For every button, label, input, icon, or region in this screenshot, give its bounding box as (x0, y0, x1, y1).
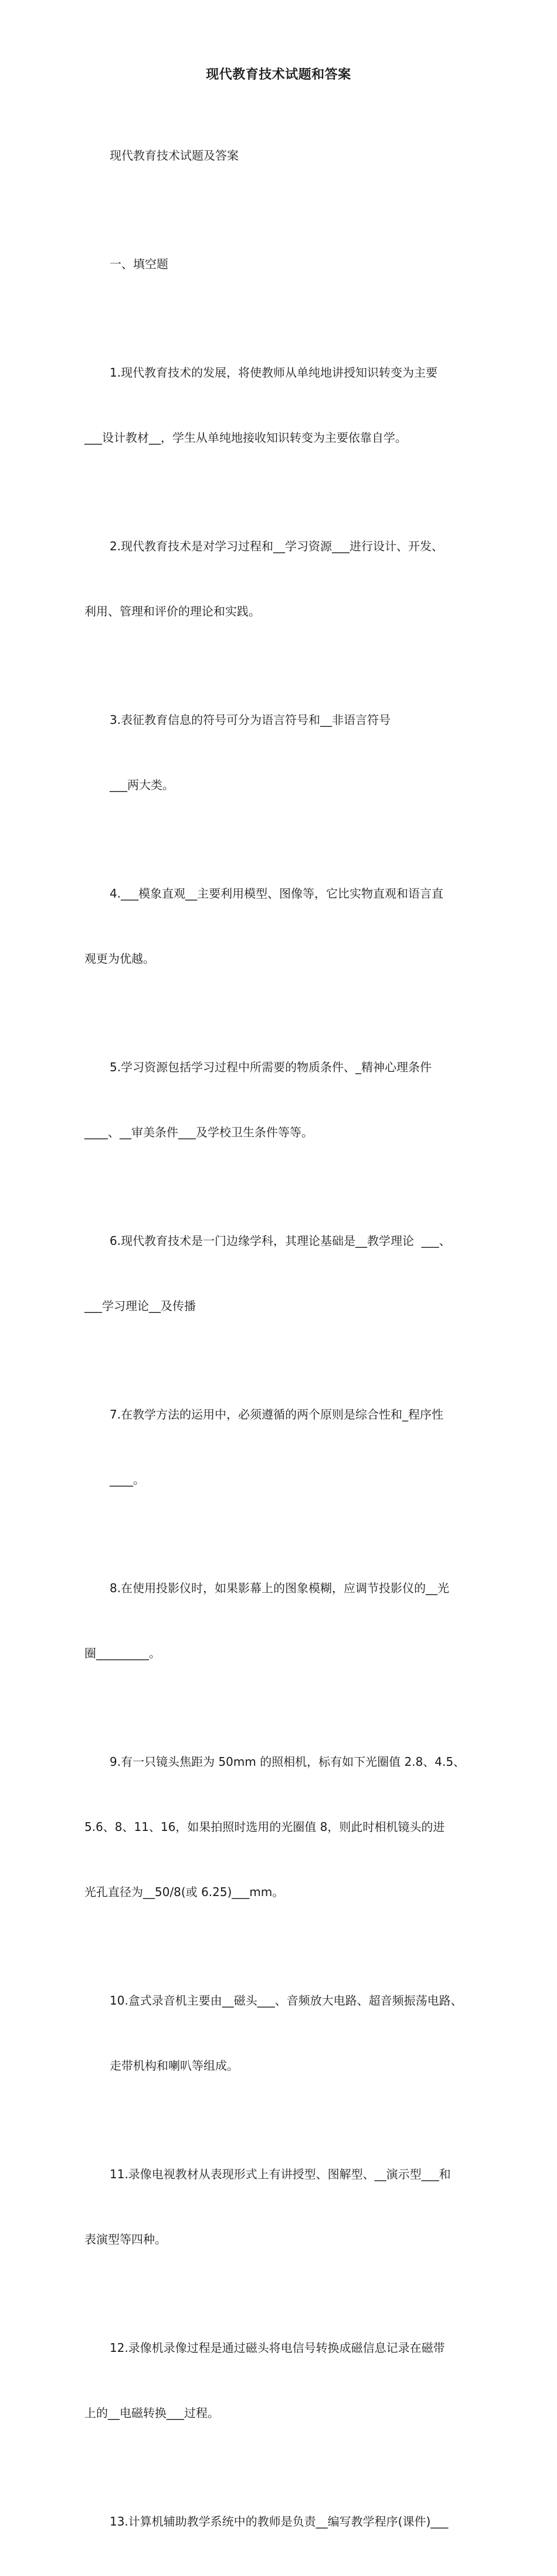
document-title: 现代教育技术试题和答案 (206, 67, 351, 82)
question-4-line-2: 观更为优越。 (84, 952, 155, 966)
question-6 (84, 1187, 477, 1360)
subtitle-paragraph (84, 101, 477, 210)
question-13-line-1: 13.计算机辅助教学系统中的教师是负责__编写教学程序(课件)___ (110, 2514, 449, 2528)
question-12 (84, 2294, 477, 2467)
question-11-line-1: 11.录像电视教材从表现形式上有讲授型、图解型、__演示型___和 (110, 2167, 451, 2181)
question-8 (84, 1534, 477, 1708)
question-2-line-2: 利用、管理和评价的理论和实践。 (84, 604, 260, 618)
section-heading-text: 一、填空题 (110, 257, 168, 271)
question-5 (84, 1013, 477, 1187)
question-7-line-2: ____。 (110, 1473, 145, 1487)
subtitle-text: 现代教育技术试题及答案 (110, 148, 239, 163)
question-1-line-1: 1.现代教育技术的发展，将使教师从单纯地讲授知识转变为主要 (110, 365, 438, 380)
question-3 (84, 666, 477, 840)
question-9-line-1: 9.有一只镜头焦距为 50mm 的照相机，标有如下光圈值 2.8、4.5、 (110, 1755, 466, 1769)
question-8-line-1: 8.在使用投影仪时，如果影幕上的图象模糊，应调节投影仪的__光 (110, 1581, 450, 1595)
question-5-line-2: ____、__审美条件___及学校卫生条件等等。 (84, 1125, 313, 1139)
question-10 (84, 1947, 477, 2120)
question-6-line-1: 6.现代教育技术是一门边缘学科，其理论基础是__教学理论 ___、 (110, 1234, 451, 1248)
question-9-line-2: 5.6、8、11、16，如果拍照时选用的光圈值 8，则此时相机镜头的进 (84, 1820, 445, 1834)
question-1-line-2: ___设计教材__，学生从单纯地接收知识转变为主要依靠自学。 (84, 431, 407, 445)
question-1 (84, 319, 477, 492)
question-10-line-1: 10.盒式录音机主要由__磁头___、音频放大电路、超音频振荡电路、 (110, 1993, 463, 2008)
question-11 (84, 2120, 477, 2294)
question-6-line-2: ___学习理论__及传播 (84, 1299, 196, 1313)
question-2-line-1: 2.现代教育技术是对学习过程和__学习资源___进行设计、开发、 (110, 539, 444, 553)
question-11-line-2: 表演型等四种。 (84, 2232, 167, 2246)
question-13 (84, 2467, 477, 2576)
question-2 (84, 492, 477, 666)
question-8-line-2: 圈_________。 (84, 1646, 161, 1660)
question-9 (84, 1708, 477, 1947)
question-3-line-2: ___两大类。 (110, 778, 174, 792)
question-3-line-1: 3.表征教育信息的符号可分为语言符号和__非语言符号 (110, 713, 391, 727)
question-7-line-1: 7.在教学方法的运用中，必须遵循的两个原则是综合性和_程序性 (110, 1407, 444, 1421)
document-body (84, 101, 477, 2576)
question-4 (84, 840, 477, 1013)
question-5-line-1: 5.学习资源包括学习过程中所需要的物质条件、_精神心理条件 (110, 1060, 432, 1074)
question-10-line-2: 走带机构和喇叭等组成。 (110, 2059, 239, 2073)
question-9-line-3: 光孔直径为__50/8(或 6.25)___mm。 (84, 1885, 284, 1899)
question-12-line-2: 上的__电磁转换___过程。 (84, 2406, 219, 2420)
question-4-line-1: 4.___模象直观__主要利用模型、图像等，它比实物直观和语言直 (110, 886, 444, 901)
section-heading (84, 210, 477, 319)
question-12-line-1: 12.录像机录像过程是通过磁头将电信号转换成磁信息记录在磁带 (110, 2341, 445, 2355)
question-7 (84, 1360, 477, 1534)
